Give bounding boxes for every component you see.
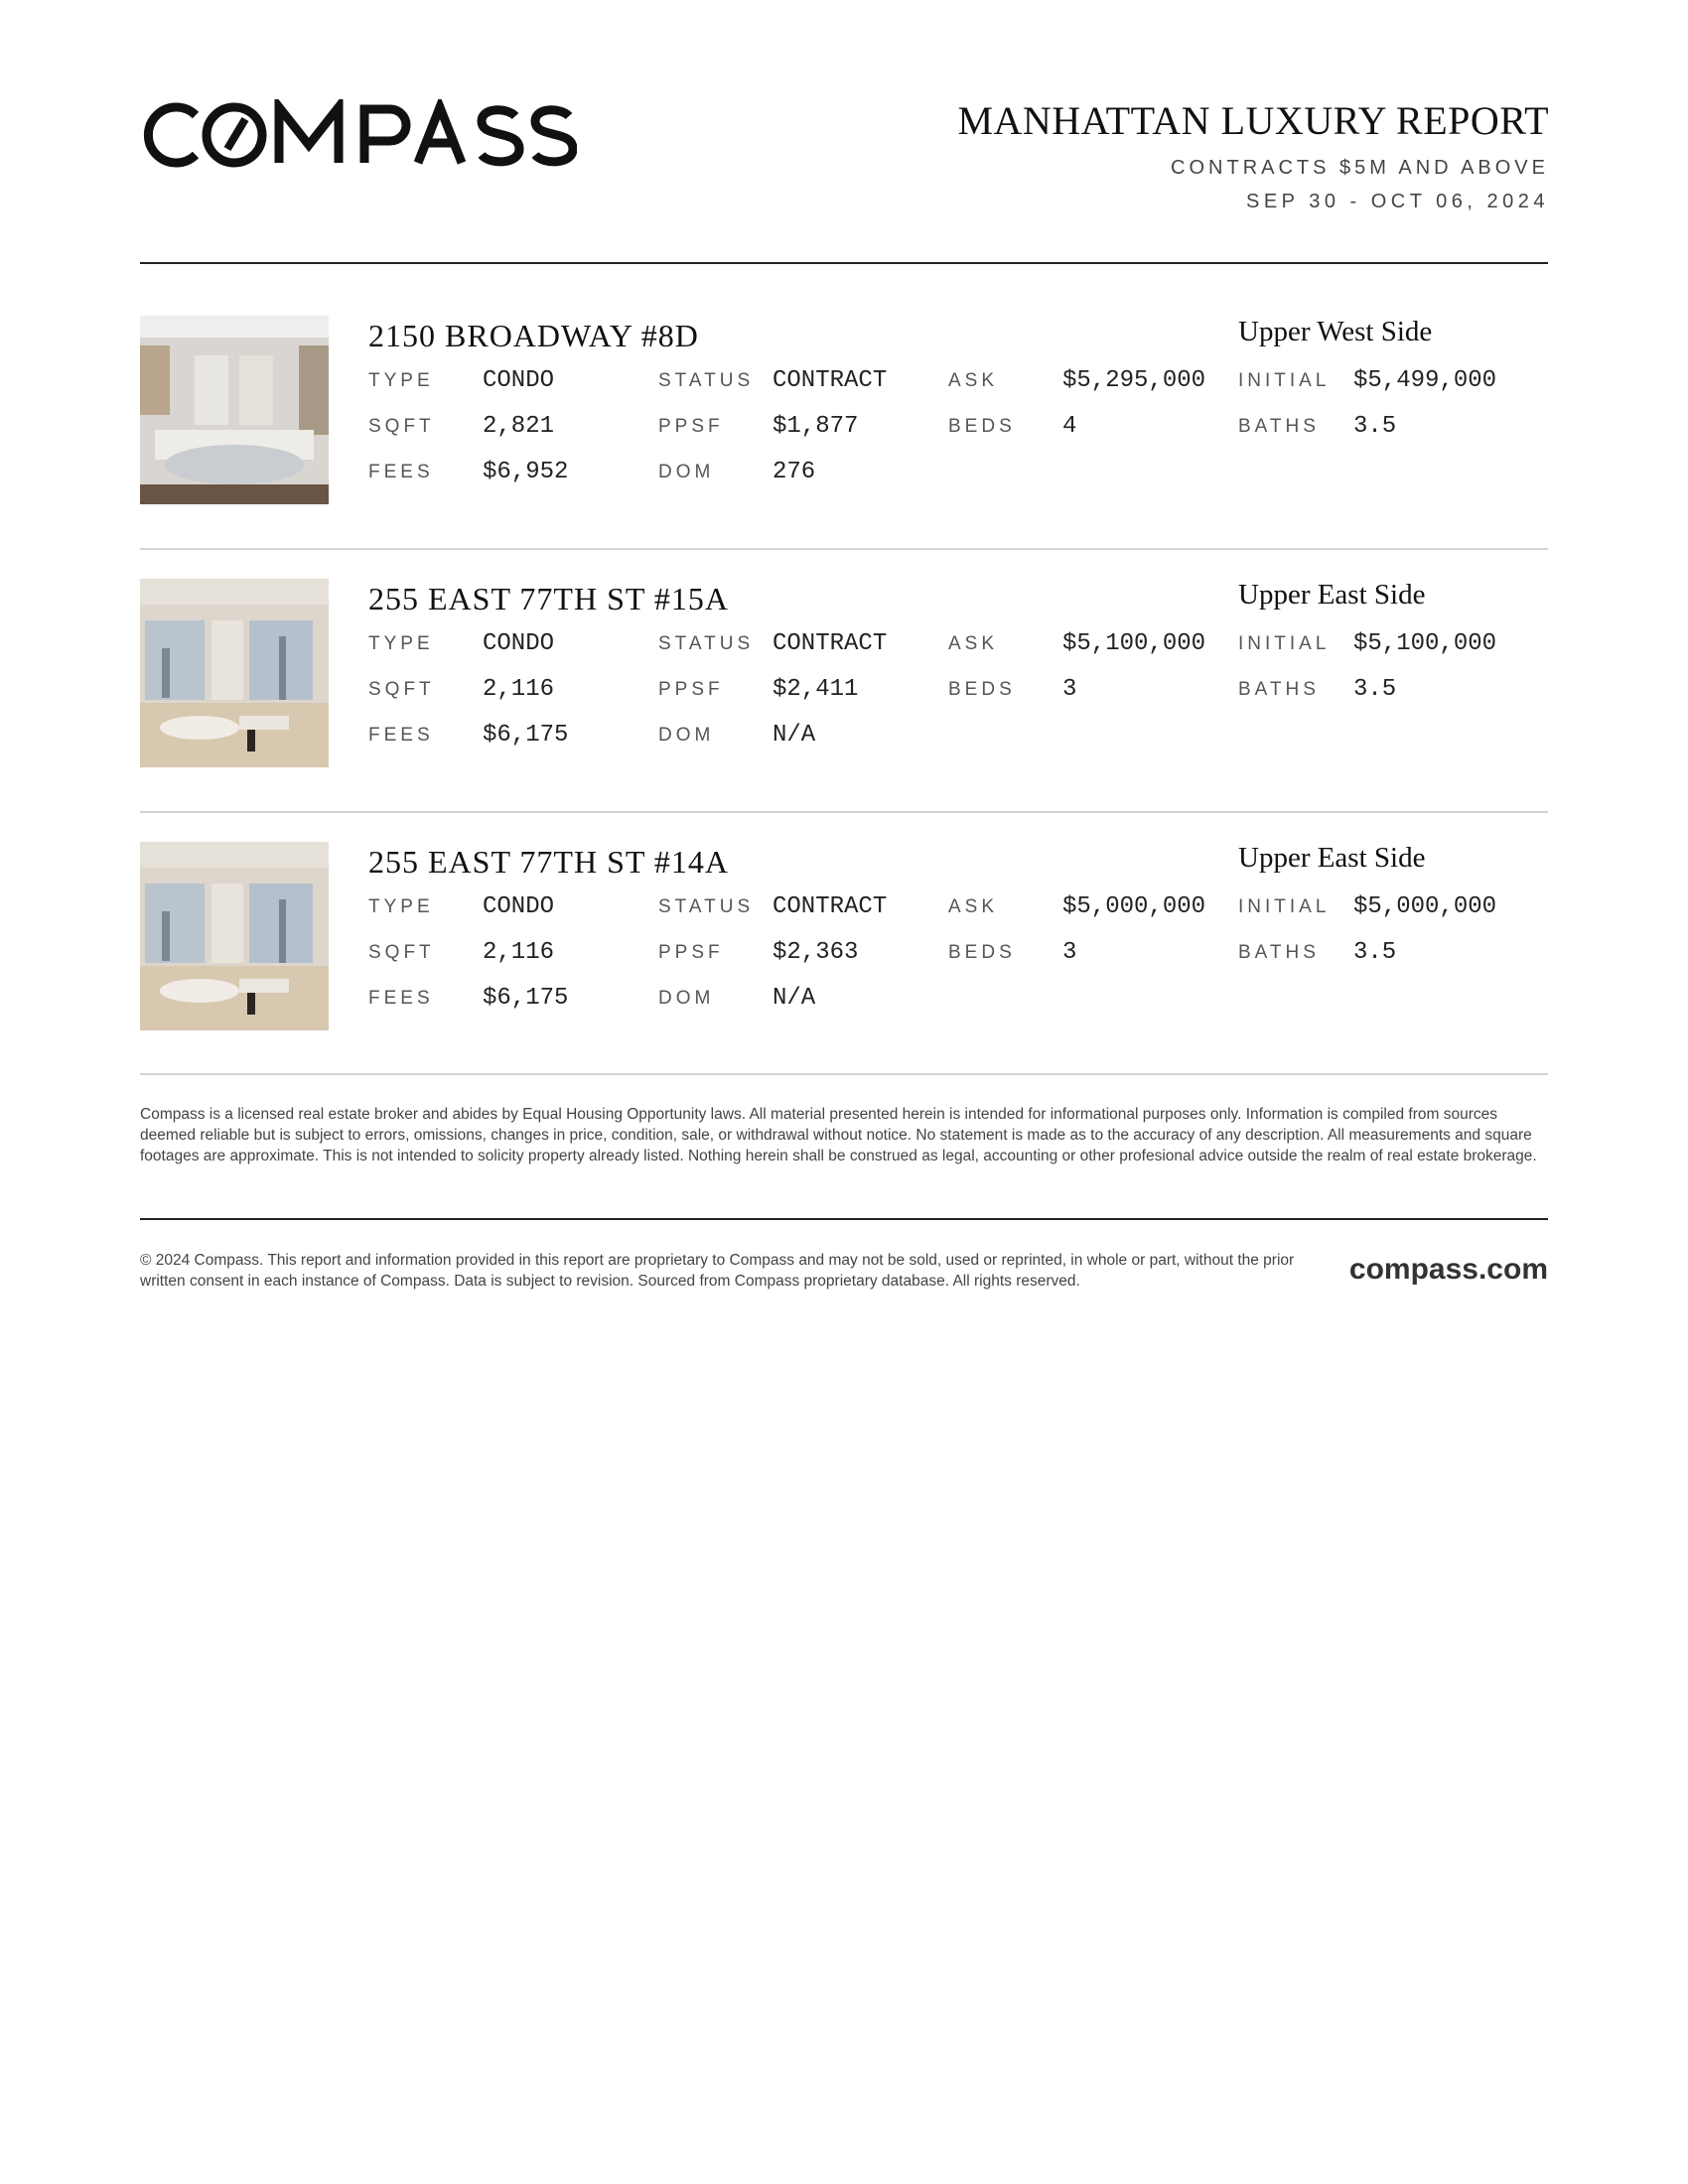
field-value-sqft: 2,821 bbox=[483, 413, 555, 440]
field-value-fees: $6,175 bbox=[483, 985, 569, 1012]
header-divider bbox=[140, 262, 1548, 264]
field-value-dom: N/A bbox=[773, 722, 816, 749]
field-label-ppsf: PPSF bbox=[658, 679, 724, 700]
listing-address: 255 EAST 77TH ST #15A bbox=[368, 581, 729, 616]
field-value-ask: $5,000,000 bbox=[1062, 893, 1206, 920]
field-label-baths: BATHS bbox=[1238, 416, 1320, 437]
field-value-beds: 4 bbox=[1062, 413, 1077, 440]
field-label-type: TYPE bbox=[368, 633, 434, 654]
report-subtitle: CONTRACTS $5M AND ABOVE bbox=[1171, 157, 1549, 179]
listing-photo bbox=[140, 842, 329, 1030]
listing-photo bbox=[140, 579, 329, 767]
field-label-dom: DOM bbox=[658, 462, 715, 482]
listing-neighborhood: Upper East Side bbox=[1238, 842, 1426, 874]
field-value-dom: N/A bbox=[773, 985, 816, 1012]
field-value-beds: 3 bbox=[1062, 676, 1077, 703]
field-value-initial: $5,000,000 bbox=[1353, 893, 1497, 920]
field-value-baths: 3.5 bbox=[1353, 676, 1397, 703]
listing-neighborhood: Upper East Side bbox=[1238, 579, 1426, 611]
listing-neighborhood: Upper West Side bbox=[1238, 316, 1433, 347]
field-label-sqft: SQFT bbox=[368, 416, 435, 437]
listing-card bbox=[140, 842, 1548, 1030]
field-label-baths: BATHS bbox=[1238, 942, 1320, 963]
field-label-type: TYPE bbox=[368, 370, 434, 391]
field-label-status: STATUS bbox=[658, 633, 755, 654]
field-value-ppsf: $2,363 bbox=[773, 939, 859, 966]
field-value-sqft: 2,116 bbox=[483, 939, 555, 966]
field-value-status: CONTRACT bbox=[773, 893, 888, 920]
report-date-range: SEP 30 - OCT 06, 2024 bbox=[1246, 191, 1549, 212]
field-value-fees: $6,175 bbox=[483, 722, 569, 749]
field-label-type: TYPE bbox=[368, 896, 434, 917]
field-value-type: CONDO bbox=[483, 367, 555, 394]
field-label-initial: INITIAL bbox=[1238, 896, 1331, 917]
footer-divider bbox=[140, 1218, 1548, 1220]
field-value-sqft: 2,116 bbox=[483, 676, 555, 703]
field-value-initial: $5,499,000 bbox=[1353, 367, 1497, 394]
field-label-initial: INITIAL bbox=[1238, 633, 1331, 654]
field-value-baths: 3.5 bbox=[1353, 939, 1397, 966]
field-label-fees: FEES bbox=[368, 725, 434, 746]
listing-address: 255 EAST 77TH ST #14A bbox=[368, 844, 729, 880]
field-label-ppsf: PPSF bbox=[658, 416, 724, 437]
field-label-sqft: SQFT bbox=[368, 942, 435, 963]
field-label-ask: ASK bbox=[948, 896, 999, 917]
field-label-status: STATUS bbox=[658, 896, 755, 917]
field-value-status: CONTRACT bbox=[773, 630, 888, 657]
listing-photo bbox=[140, 316, 329, 504]
field-label-beds: BEDS bbox=[948, 679, 1016, 700]
field-value-type: CONDO bbox=[483, 630, 555, 657]
field-label-fees: FEES bbox=[368, 462, 434, 482]
field-label-sqft: SQFT bbox=[368, 679, 435, 700]
field-label-dom: DOM bbox=[658, 988, 715, 1009]
report-header bbox=[957, 95, 1549, 214]
website-link[interactable]: compass.com bbox=[1348, 1253, 1548, 1286]
listing-divider bbox=[140, 811, 1548, 813]
field-value-beds: 3 bbox=[1062, 939, 1077, 966]
field-value-ask: $5,295,000 bbox=[1062, 367, 1206, 394]
listing-card bbox=[140, 579, 1548, 767]
field-label-ppsf: PPSF bbox=[658, 942, 724, 963]
field-value-dom: 276 bbox=[773, 459, 816, 485]
listing-divider bbox=[140, 548, 1548, 550]
field-value-ppsf: $2,411 bbox=[773, 676, 859, 703]
field-label-ask: ASK bbox=[948, 370, 999, 391]
field-value-fees: $6,952 bbox=[483, 459, 569, 485]
listing-address: 2150 BROADWAY #8D bbox=[368, 318, 699, 353]
field-label-ask: ASK bbox=[948, 633, 999, 654]
disclaimer-text: Compass is a licensed real estate broker and abides by Equal Housing Opportunity laws. All material presented herein is intended for informational purposes only. Information is compiled from sources deemed reliable but is subject to errors, omissions, changes in price, condition, sale, or withdrawal without notice. No statement is made as to the accuracy of any description. All measurements and square footages are approximate. This is not intended to solicity property already listed. Nothing herein shall be construed as legal, accounting or other profesional advice outside the realm of real estate brokerage. bbox=[140, 1106, 1537, 1164]
copyright-text: © 2024 Compass. This report and information provided in this report are proprietary to Compass and may not be sold, used or reprinted, in whole or part, without the prior written consent in each instance of Compass. Data is subject to revision. Sourced from Compass proprietary database. All rights reserved. bbox=[140, 1252, 1295, 1290]
field-label-dom: DOM bbox=[658, 725, 715, 746]
report-title: MANHATTAN LUXURY REPORT bbox=[957, 98, 1549, 143]
field-label-beds: BEDS bbox=[948, 942, 1016, 963]
listing-card bbox=[140, 316, 1548, 504]
field-value-type: CONDO bbox=[483, 893, 555, 920]
listing-divider bbox=[140, 1073, 1548, 1075]
field-label-fees: FEES bbox=[368, 988, 434, 1009]
field-label-initial: INITIAL bbox=[1238, 370, 1331, 391]
field-label-beds: BEDS bbox=[948, 416, 1016, 437]
field-value-ask: $5,100,000 bbox=[1062, 630, 1206, 657]
field-value-baths: 3.5 bbox=[1353, 413, 1397, 440]
field-value-initial: $5,100,000 bbox=[1353, 630, 1497, 657]
compass-logo bbox=[140, 99, 577, 171]
field-value-status: CONTRACT bbox=[773, 367, 888, 394]
field-value-ppsf: $1,877 bbox=[773, 413, 859, 440]
field-label-status: STATUS bbox=[658, 370, 755, 391]
field-label-baths: BATHS bbox=[1238, 679, 1320, 700]
